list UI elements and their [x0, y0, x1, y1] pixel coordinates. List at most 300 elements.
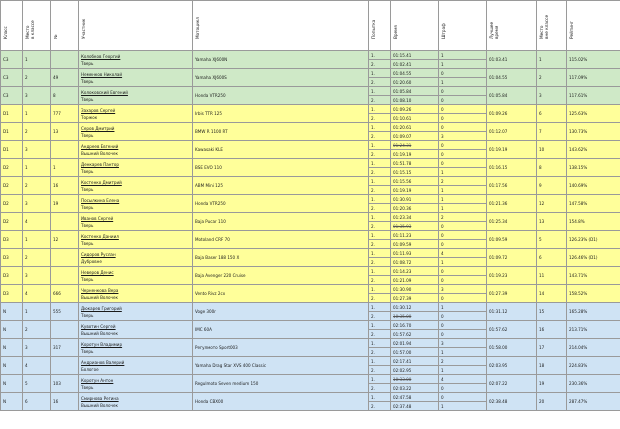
overall-place-cell: 14 [537, 285, 567, 303]
rating-cell: 143.71% [567, 267, 620, 285]
place-cell: 4 [23, 213, 51, 231]
penalty-cell: 0 [439, 159, 487, 168]
place-cell: 1 [23, 231, 51, 249]
place-cell: 1 [23, 159, 51, 177]
participant-cell [79, 69, 193, 87]
penalty-cell: 0 [439, 393, 487, 402]
overall-place-cell: 18 [537, 357, 567, 375]
participant-city: Тверь [81, 168, 94, 174]
attempt-cell: 1. [369, 195, 391, 204]
participant-city: Тверь [81, 186, 94, 192]
time-cell [391, 258, 439, 267]
penalty-cell: 3 [439, 132, 487, 141]
participant-name-link[interactable]: Коротун Владимир [81, 341, 123, 347]
place-cell: 4 [23, 357, 51, 375]
best-time-cell: 01:19.19 [487, 141, 537, 159]
participant-city: Торжок [81, 114, 98, 120]
motorcycle-cell: Yamaha XJ600S [193, 69, 369, 87]
number-cell: 666 [51, 285, 79, 303]
time-cell [391, 141, 439, 150]
participant-cell [79, 177, 193, 195]
overall-place-cell: 17 [537, 339, 567, 357]
place-cell: 4 [23, 285, 51, 303]
overall-place-cell: 1 [537, 51, 567, 69]
overall-place-cell: 10 [537, 141, 567, 159]
attempt-cell: 2. [369, 312, 391, 321]
number-cell: 555 [51, 303, 79, 321]
time-cell [391, 96, 439, 105]
time-value: 01:05.84 [393, 88, 412, 94]
place-cell: 3 [23, 195, 51, 213]
participant-city: Тверь [81, 222, 94, 228]
participant-city: Тверь [81, 132, 94, 138]
penalty-cell: 1 [439, 195, 487, 204]
class-cell: D3 [1, 267, 23, 285]
penalty-cell: 0 [439, 222, 487, 231]
class-cell: N [1, 303, 23, 321]
number-cell: 16 [51, 393, 79, 411]
rating-cell: 154.8% [567, 213, 620, 231]
time-cell [391, 285, 439, 294]
header-attempt: Попытка [369, 1, 391, 51]
table-row [1, 285, 620, 294]
table-row [1, 51, 620, 60]
number-cell [51, 357, 79, 375]
overall-place-cell: 3 [537, 87, 567, 105]
best-time-cell: 01:16.15 [487, 159, 537, 177]
rating-cell: 125.63% [567, 105, 620, 123]
time-value-struck: 01:35.93 [393, 223, 412, 229]
penalty-cell: 0 [439, 96, 487, 105]
participant-city: Тверь [81, 348, 94, 354]
penalty-cell: 2 [439, 357, 487, 366]
motorcycle-cell: BMW R 1100 RT [193, 123, 369, 141]
participant-cell [79, 141, 193, 159]
table-row [1, 267, 620, 276]
time-cell [391, 357, 439, 366]
time-value-struck: 10:33.00 [393, 376, 412, 382]
rating-cell: 147.58% [567, 195, 620, 213]
overall-place-cell: 6 [537, 249, 567, 267]
rating-cell: 213.71% [567, 321, 620, 339]
participant-cell [79, 375, 193, 393]
time-cell [391, 375, 439, 384]
time-value: 01:57.62 [393, 331, 412, 337]
attempt-cell: 2. [369, 402, 391, 411]
motorcycle-cell: Honda CBX00 [193, 393, 369, 411]
attempt-cell: 2. [369, 114, 391, 123]
place-cell: 1 [23, 303, 51, 321]
table-row [1, 213, 620, 222]
motorcycle-cell: Baja Avenger 220 Cruise [193, 267, 369, 285]
best-time-cell: 01:58.00 [487, 339, 537, 357]
number-cell [51, 249, 79, 267]
penalty-cell: 0 [439, 321, 487, 330]
time-value: 01:23.34 [393, 214, 412, 220]
rating-cell: 126.23% (D1) [567, 231, 620, 249]
rating-cell: 287.47% [567, 393, 620, 411]
class-cell: C3 [1, 69, 23, 87]
time-cell [391, 87, 439, 96]
penalty-cell: 0 [439, 312, 487, 321]
time-cell [391, 186, 439, 195]
time-cell [391, 267, 439, 276]
attempt-cell: 1. [369, 87, 391, 96]
time-cell [391, 177, 439, 186]
participant-city: Вышний Волочек [81, 294, 118, 300]
attempt-cell: 1. [369, 213, 391, 222]
participant-name-link[interactable]: Черненкова Вера [81, 287, 119, 293]
motorcycle-cell: BSE EVO 110 [193, 159, 369, 177]
participant-name-link[interactable]: Сидоров Руслан [81, 251, 116, 257]
time-cell [391, 195, 439, 204]
motorcycle-cell: Baja Pucar 110 [193, 213, 369, 231]
participant-city: Тверь [81, 276, 94, 282]
penalty-cell: 2 [439, 213, 487, 222]
time-value: 01:15.56 [393, 178, 412, 184]
time-value: 01:09.59 [393, 241, 412, 247]
best-time-cell: 01:25.34 [487, 213, 537, 231]
best-time-cell: 02:38.48 [487, 393, 537, 411]
time-cell [391, 204, 439, 213]
time-cell [391, 168, 439, 177]
participant-city: Тверь [81, 312, 94, 318]
attempt-cell: 2. [369, 96, 391, 105]
time-value: 01:20.60 [393, 79, 412, 85]
motorcycle-cell: Регулмото Sport003 [193, 339, 369, 357]
overall-place-cell: 2 [537, 69, 567, 87]
time-cell [391, 105, 439, 114]
participant-city: Вышний Волочек [81, 330, 118, 336]
participant-city: Тверь [81, 96, 94, 102]
attempt-cell: 2. [369, 222, 391, 231]
participant-cell [79, 357, 193, 375]
participant-name-link[interactable]: Смирнова Регина [81, 395, 119, 401]
attempt-cell: 1. [369, 141, 391, 150]
attempt-cell: 2. [369, 294, 391, 303]
rating-cell: 165.28% [567, 303, 620, 321]
participant-name-link[interactable]: Посылкина Елена [81, 197, 120, 203]
class-cell: D1 [1, 141, 23, 159]
participant-name-link[interactable]: Иванов Сергей [81, 215, 114, 221]
attempt-cell: 2. [369, 186, 391, 195]
penalty-cell: 0 [439, 267, 487, 276]
attempt-cell: 2. [369, 78, 391, 87]
participant-city: Тверь [81, 204, 94, 210]
place-cell: 3 [23, 141, 51, 159]
participant-cell [79, 267, 193, 285]
best-time-cell: 01:17.56 [487, 177, 537, 195]
attempt-cell: 1. [369, 105, 391, 114]
overall-place-cell: 20 [537, 393, 567, 411]
time-value: 02:47.58 [393, 394, 412, 400]
time-value: 01:57.00 [393, 349, 412, 355]
time-cell [391, 222, 439, 231]
header-place: Место в классе [23, 1, 51, 51]
attempt-cell: 1. [369, 249, 391, 258]
penalty-cell: 0 [439, 150, 487, 159]
place-cell: 6 [23, 393, 51, 411]
best-time-cell: 01:03.41 [487, 51, 537, 69]
participant-name-link[interactable]: Захаров Сергей [81, 107, 116, 113]
participant-city: Тверь [81, 384, 94, 390]
place-cell: 1 [23, 105, 51, 123]
participant-cell [79, 123, 193, 141]
participant-name-link[interactable]: Колоковский Евгений [81, 89, 128, 95]
time-value: 01:08.72 [393, 259, 412, 265]
participant-name-link[interactable]: Неменков Николай [81, 71, 123, 77]
participant-name-link[interactable]: Неверов Денис [81, 269, 114, 275]
class-cell: D2 [1, 195, 23, 213]
rating-cell: 115.02% [567, 51, 620, 69]
best-time-cell: 01:09.26 [487, 105, 537, 123]
time-cell [391, 366, 439, 375]
best-time-cell: 01:09.72 [487, 249, 537, 267]
table-row [1, 105, 620, 114]
motorcycle-cell: Voge 300r [193, 303, 369, 321]
time-cell [391, 276, 439, 285]
overall-place-cell: 13 [537, 213, 567, 231]
attempt-cell: 1. [369, 69, 391, 78]
results-body [1, 51, 620, 411]
table-row [1, 87, 620, 96]
table-row [1, 303, 620, 312]
participant-city: Бологое [81, 366, 99, 372]
time-cell [391, 330, 439, 339]
rating-cell: 117.09% [567, 69, 620, 87]
time-value: 02:16.70 [393, 322, 412, 328]
time-value: 02:01.94 [393, 340, 412, 346]
time-cell [391, 348, 439, 357]
overall-place-cell: 19 [537, 375, 567, 393]
best-time-cell: 01:09.59 [487, 231, 537, 249]
attempt-cell: 1. [369, 393, 391, 402]
time-value: 01:02.41 [393, 61, 412, 67]
time-cell [391, 402, 439, 411]
time-value: 01:20.61 [393, 124, 412, 130]
time-value: 02:02.95 [393, 367, 412, 373]
attempt-cell: 1. [369, 285, 391, 294]
rating-cell: 214.04% [567, 339, 620, 357]
time-value: 01:19.19 [393, 187, 412, 193]
participant-cell [79, 393, 193, 411]
penalty-cell: 1 [439, 51, 487, 60]
time-cell [391, 114, 439, 123]
penalty-cell: 4 [439, 375, 487, 384]
attempt-cell: 1. [369, 51, 391, 60]
time-cell [391, 294, 439, 303]
rating-cell: 230.36% [567, 375, 620, 393]
participant-cell [79, 303, 193, 321]
attempt-cell: 1. [369, 357, 391, 366]
place-cell: 3 [23, 267, 51, 285]
penalty-cell: 1 [439, 366, 487, 375]
number-cell [51, 321, 79, 339]
attempt-cell: 2. [369, 132, 391, 141]
penalty-cell: 0 [439, 330, 487, 339]
time-value: 01:51.78 [393, 160, 412, 166]
time-value: 01:09.07 [393, 133, 412, 139]
participant-city: Тверь [81, 60, 94, 66]
header-overall-place: Место вне классе [537, 1, 567, 51]
header-number: № [51, 1, 79, 51]
penalty-cell: 3 [439, 285, 487, 294]
participant-cell [79, 51, 193, 69]
penalty-cell: 1 [439, 186, 487, 195]
best-time-cell: 02:07.22 [487, 375, 537, 393]
penalty-cell: 0 [439, 384, 487, 393]
participant-name-link[interactable]: Дюкарев Григорий [81, 305, 122, 311]
time-value: 01:30.90 [393, 286, 412, 292]
time-value: 01:10.61 [393, 115, 412, 121]
penalty-cell: 1 [439, 258, 487, 267]
attempt-cell: 2. [369, 204, 391, 213]
time-value-struck: 01:24.31 [393, 142, 412, 148]
best-time-cell: 01:05.84 [487, 87, 537, 105]
attempt-cell: 2. [369, 150, 391, 159]
rating-cell: 138.15% [567, 159, 620, 177]
best-time-cell: 01:19.23 [487, 267, 537, 285]
header-class: Класс [1, 1, 23, 51]
attempt-cell: 2. [369, 276, 391, 285]
motorcycle-cell: Regulmoto Seven medium 150 [193, 375, 369, 393]
best-time-cell: 01:57.62 [487, 321, 537, 339]
time-cell [391, 159, 439, 168]
number-cell: 103 [51, 375, 79, 393]
time-value: 01:11.93 [393, 250, 412, 256]
number-cell: 317 [51, 339, 79, 357]
motorcycle-cell: Baja Baser 188 150 X [193, 249, 369, 267]
number-cell: 16 [51, 177, 79, 195]
table-row [1, 123, 620, 132]
penalty-cell: 0 [439, 240, 487, 249]
attempt-cell: 2. [369, 168, 391, 177]
time-value: 01:27.39 [393, 295, 412, 301]
number-cell: 777 [51, 105, 79, 123]
participant-cell [79, 195, 193, 213]
motorcycle-cell: IMC 60A [193, 321, 369, 339]
overall-place-cell: 8 [537, 159, 567, 177]
penalty-cell: 2 [439, 177, 487, 186]
penalty-cell: 0 [439, 294, 487, 303]
time-value: 02:37.48 [393, 403, 412, 409]
time-value: 01:09.26 [393, 106, 412, 112]
attempt-cell: 2. [369, 60, 391, 69]
rating-cell: 224.83% [567, 357, 620, 375]
attempt-cell: 2. [369, 330, 391, 339]
attempt-cell: 1. [369, 303, 391, 312]
rating-cell: 158.52% [567, 285, 620, 303]
penalty-cell: 0 [439, 231, 487, 240]
motorcycle-cell: Honda VTR250 [193, 87, 369, 105]
participant-name-link[interactable]: Серов Дмитрий [81, 125, 115, 131]
number-cell [51, 51, 79, 69]
participant-name-link[interactable]: Костенко Даниил [81, 233, 119, 239]
table-row [1, 177, 620, 186]
number-cell: 49 [51, 69, 79, 87]
attempt-cell: 1. [369, 231, 391, 240]
penalty-cell: 4 [439, 249, 487, 258]
penalty-cell: 0 [439, 69, 487, 78]
time-value: 01:04.55 [393, 70, 412, 76]
time-value: 01:11.23 [393, 232, 412, 238]
attempt-cell: 1. [369, 177, 391, 186]
motorcycle-cell: Yamaha XJ600N [193, 51, 369, 69]
class-cell: D2 [1, 213, 23, 231]
best-time-cell: 01:12.07 [487, 123, 537, 141]
number-cell: 13 [51, 123, 79, 141]
participant-cell [79, 231, 193, 249]
participant-name-link[interactable]: Колобков Георгий [81, 53, 121, 59]
overall-place-cell: 7 [537, 123, 567, 141]
overall-place-cell: 9 [537, 177, 567, 195]
place-cell: 2 [23, 123, 51, 141]
place-cell: 5 [23, 375, 51, 393]
table-row [1, 141, 620, 150]
participant-city: Вышний Волочек [81, 150, 118, 156]
participant-name-link[interactable]: Коротун Антон [81, 377, 114, 383]
time-cell [391, 78, 439, 87]
time-cell [391, 384, 439, 393]
table-row [1, 321, 620, 330]
time-value-struck: 10:35.00 [393, 313, 412, 319]
number-cell [51, 213, 79, 231]
place-cell: 1 [23, 51, 51, 69]
participant-cell [79, 321, 193, 339]
class-cell: N [1, 393, 23, 411]
best-time-cell: 02:03.95 [487, 357, 537, 375]
overall-place-cell: 5 [537, 231, 567, 249]
header-best-time: Лучшее время [487, 1, 537, 51]
attempt-cell: 1. [369, 159, 391, 168]
participant-cell [79, 339, 193, 357]
participant-cell [79, 105, 193, 123]
time-cell [391, 312, 439, 321]
table-row [1, 375, 620, 384]
penalty-cell: 0 [439, 87, 487, 96]
time-cell [391, 393, 439, 402]
time-cell [391, 249, 439, 258]
participant-name-link[interactable]: Денкарев Пантор [81, 161, 119, 167]
participant-name-link[interactable]: Кувотин Сергей [81, 323, 116, 329]
participant-name-link[interactable]: Андрианов Валерий [81, 359, 125, 365]
rating-cell: 140.69% [567, 177, 620, 195]
time-cell [391, 60, 439, 69]
best-time-cell: 01:21.36 [487, 195, 537, 213]
time-cell [391, 123, 439, 132]
time-cell [391, 132, 439, 141]
class-cell: D3 [1, 231, 23, 249]
participant-city: Вышний Волочек [81, 402, 118, 408]
header-motorcycle: Мотоцикл [193, 1, 369, 51]
penalty-cell: 0 [439, 276, 487, 285]
penalty-cell: 0 [439, 141, 487, 150]
place-cell: 2 [23, 321, 51, 339]
attempt-cell: 1. [369, 321, 391, 330]
motorcycle-cell: Motoland CRF 70 [193, 231, 369, 249]
class-cell: D2 [1, 177, 23, 195]
motorcycle-cell: ABM Mini 125 [193, 177, 369, 195]
header-row [1, 1, 620, 51]
class-cell: D2 [1, 159, 23, 177]
table-row [1, 231, 620, 240]
participant-name-link[interactable]: Андреев Евгений [81, 143, 119, 149]
table-row [1, 393, 620, 402]
penalty-cell: 1 [439, 168, 487, 177]
participant-name-link[interactable]: Костенко Дмитрий [81, 179, 122, 185]
attempt-cell: 1. [369, 123, 391, 132]
class-cell: D3 [1, 249, 23, 267]
